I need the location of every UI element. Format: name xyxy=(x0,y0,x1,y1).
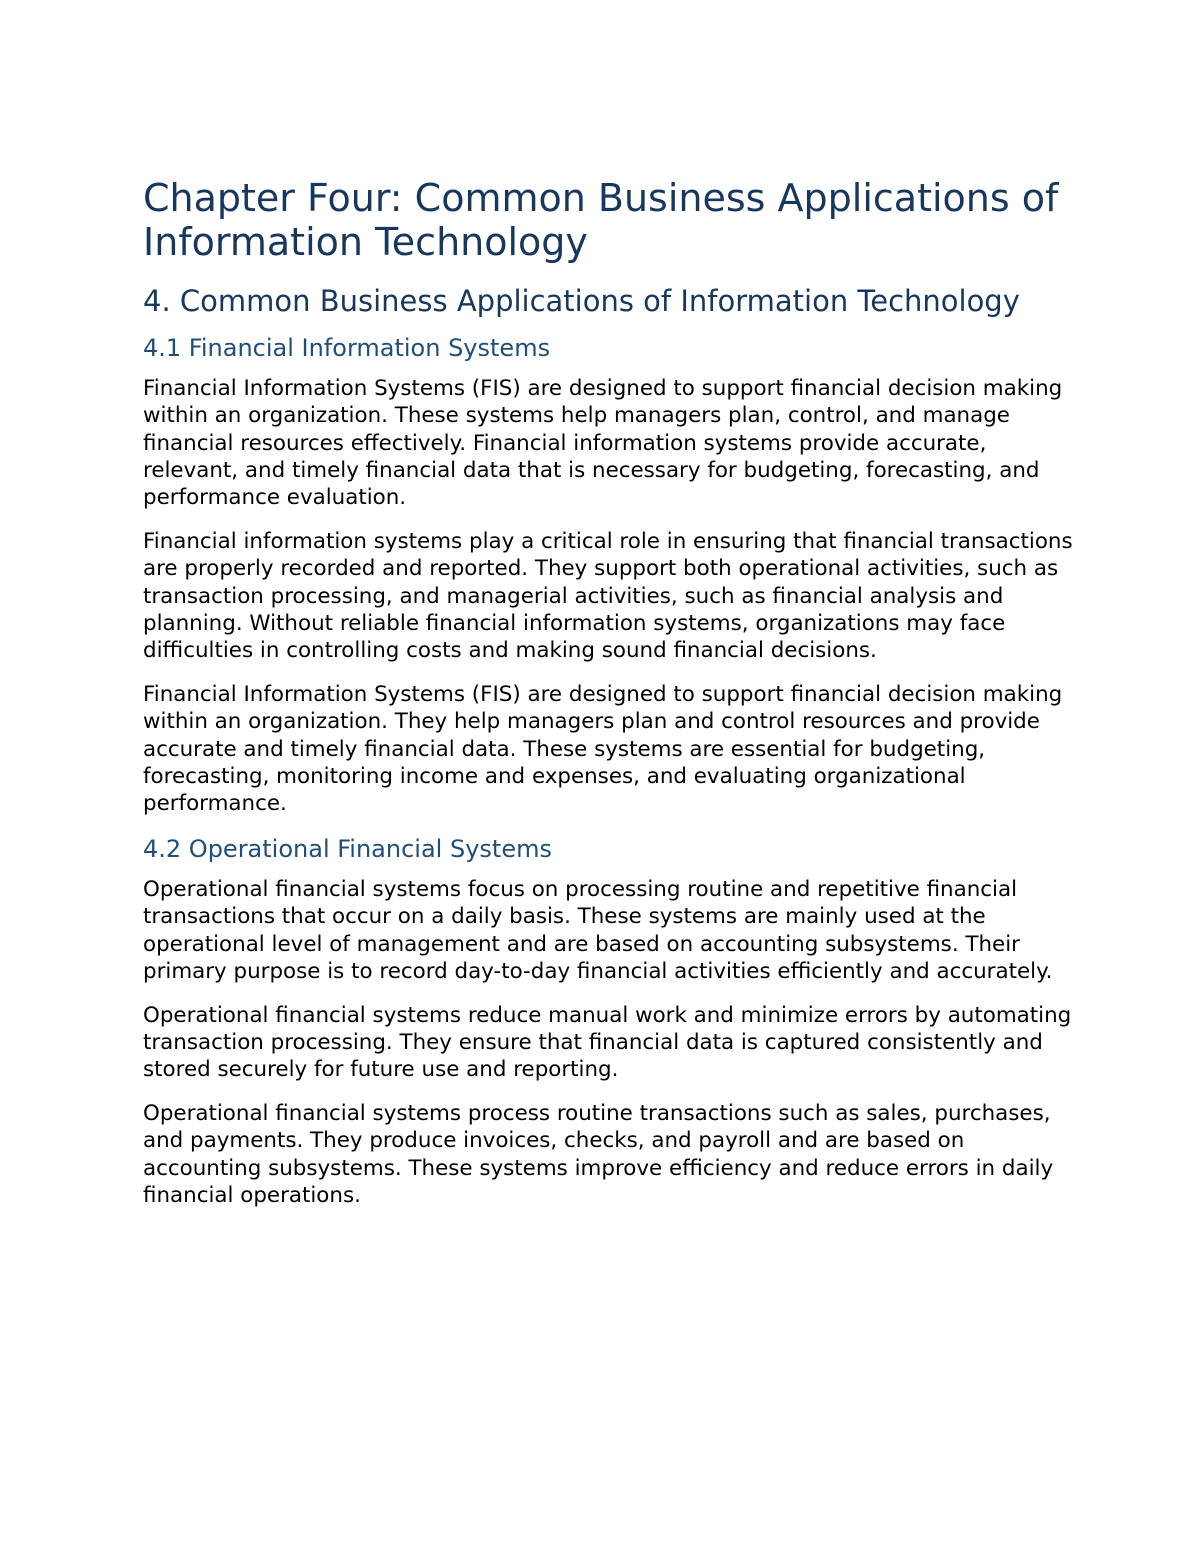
subsection-heading-4-2: 4.2 Operational Financial Systems xyxy=(143,834,552,863)
paragraph: Financial Information Systems (FIS) are designed to support financial decision making within an organization. These systems help managers plan, control, and manage financial resources effectively. Financial information systems provide accurate, relevant, and timely financial data that is necessary for budgeting, forecasting, and performance evaluation. xyxy=(143,376,1063,511)
section-heading: 4. Common Business Applications of Information Technology xyxy=(143,284,1020,318)
paragraph: Operational financial systems process routine transactions such as sales, purchases, and payments. They produce invoices, checks, and payroll and are based on accounting subsystems. These systems improve efficiency and reduce errors in daily financial operations. xyxy=(143,1101,1054,1208)
chapter-title: Chapter Four: Common Business Applications of Information Technology xyxy=(143,176,1059,264)
paragraph: Operational financial systems reduce manual work and minimize errors by automating transaction processing. They ensure that financial data is captured consistently and stored securely for future use and reporting. xyxy=(143,1002,1072,1083)
paragraph: Financial information systems play a critical role in ensuring that financial transactions are properly recorded and reported. They support both operational activities, such as transaction processing, and managerial activities, such as financial analysis and planning. Without reliable financial information systems, organizations may face difficulties in controlling costs and making sound financial decisions. xyxy=(143,528,1073,664)
paragraph: Financial Information Systems (FIS) are designed to support financial decision making within an organization. They help managers plan and control resources and provide accurate and timely financial data. These systems are essential for budgeting, forecasting, monitoring income and expenses, and evaluating organizational performance. xyxy=(143,681,1063,817)
document-page xyxy=(143,176,1073,1226)
subsection-heading-4-1: 4.1 Financial Information Systems xyxy=(143,334,551,362)
paragraph: Operational financial systems focus on processing routine and repetitive financial transactions that occur on a daily basis. These systems are mainly used at the operational level of management and are based on accounting subsystems. Their primary purpose is to record day-to-day financial activities efficiently and accurately. xyxy=(143,876,1053,984)
